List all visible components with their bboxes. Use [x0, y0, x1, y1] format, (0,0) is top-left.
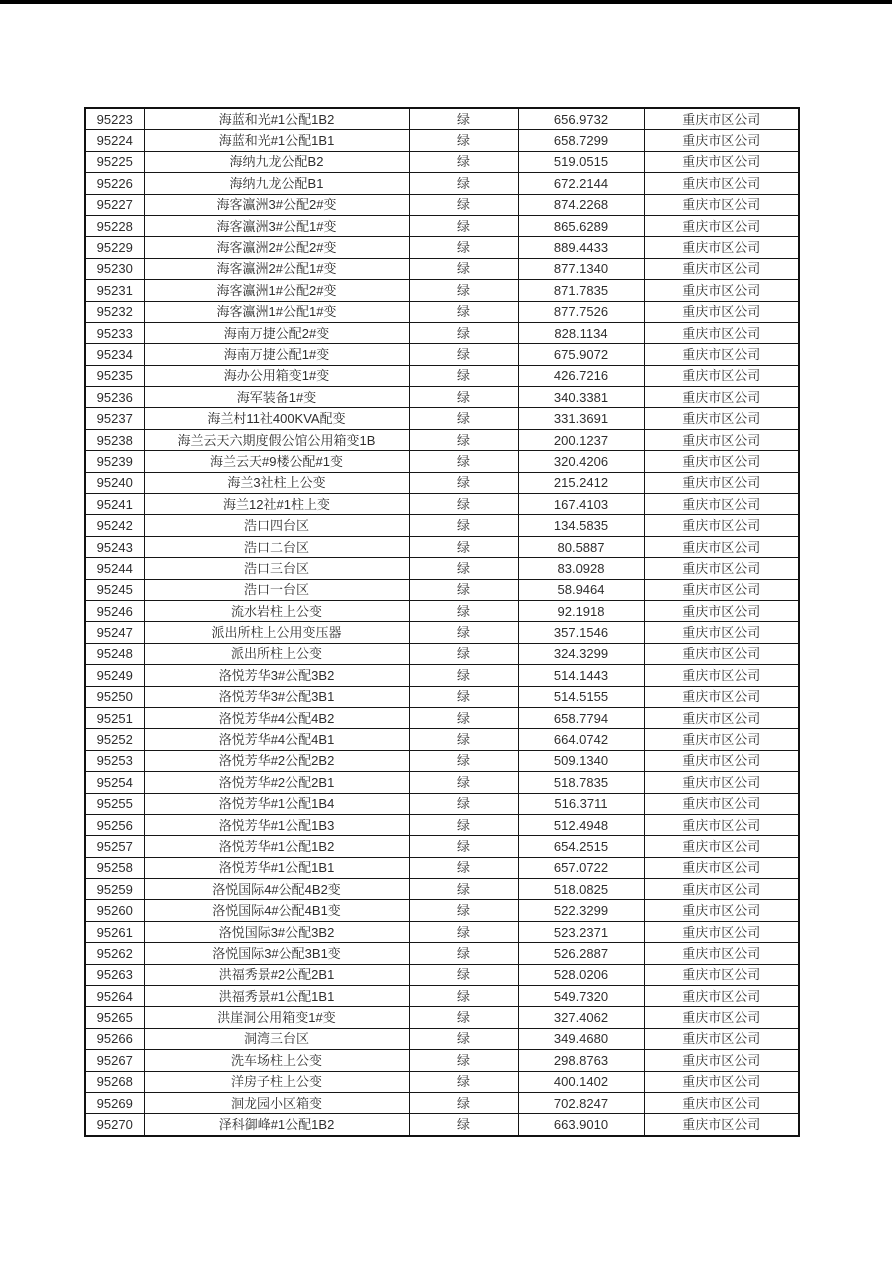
cell-status: 绿 — [409, 750, 518, 771]
cell-id: 95252 — [85, 729, 144, 750]
cell-value: 654.2515 — [518, 836, 644, 857]
table-row — [85, 686, 799, 707]
cell-company: 重庆市区公司 — [644, 921, 799, 942]
cell-id: 95228 — [85, 215, 144, 236]
cell-status: 绿 — [409, 408, 518, 429]
cell-name: 洗车场柱上公变 — [144, 1050, 409, 1071]
cell-name: 洄龙园小区箱变 — [144, 1092, 409, 1113]
cell-name: 海办公用箱变1#变 — [144, 365, 409, 386]
table-row — [85, 408, 799, 429]
cell-name: 海客瀛洲2#公配1#变 — [144, 258, 409, 279]
table-row — [85, 280, 799, 301]
cell-id: 95246 — [85, 600, 144, 621]
cell-status: 绿 — [409, 451, 518, 472]
cell-name: 洛悦国际4#公配4B2变 — [144, 879, 409, 900]
table-row — [85, 729, 799, 750]
cell-status: 绿 — [409, 600, 518, 621]
cell-value: 340.3381 — [518, 387, 644, 408]
cell-name: 浩口四台区 — [144, 515, 409, 536]
cell-company: 重庆市区公司 — [644, 387, 799, 408]
cell-name: 洪福秀景#1公配1B1 — [144, 986, 409, 1007]
cell-value: 518.0825 — [518, 879, 644, 900]
cell-value: 549.7320 — [518, 986, 644, 1007]
cell-status: 绿 — [409, 986, 518, 1007]
cell-id: 95233 — [85, 322, 144, 343]
cell-name: 洋房子柱上公变 — [144, 1071, 409, 1092]
cell-id: 95248 — [85, 643, 144, 664]
cell-value: 702.8247 — [518, 1092, 644, 1113]
cell-name: 派出所柱上公变 — [144, 643, 409, 664]
cell-value: 519.0515 — [518, 151, 644, 172]
cell-id: 95242 — [85, 515, 144, 536]
cell-value: 877.1340 — [518, 258, 644, 279]
cell-company: 重庆市区公司 — [644, 151, 799, 172]
cell-name: 海蓝和光#1公配1B2 — [144, 108, 409, 130]
cell-name: 洛悦国际3#公配3B2 — [144, 921, 409, 942]
cell-value: 357.1546 — [518, 622, 644, 643]
cell-status: 绿 — [409, 793, 518, 814]
table-row — [85, 558, 799, 579]
cell-name: 海南万捷公配1#变 — [144, 344, 409, 365]
cell-id: 95229 — [85, 237, 144, 258]
cell-name: 洛悦芳华3#公配3B2 — [144, 665, 409, 686]
cell-company: 重庆市区公司 — [644, 451, 799, 472]
cell-value: 215.2412 — [518, 472, 644, 493]
cell-id: 95239 — [85, 451, 144, 472]
cell-name: 海蓝和光#1公配1B1 — [144, 130, 409, 151]
table-row — [85, 1050, 799, 1071]
cell-status: 绿 — [409, 707, 518, 728]
cell-id: 95225 — [85, 151, 144, 172]
cell-status: 绿 — [409, 879, 518, 900]
cell-id: 95223 — [85, 108, 144, 130]
cell-status: 绿 — [409, 429, 518, 450]
cell-company: 重庆市区公司 — [644, 964, 799, 985]
cell-value: 658.7794 — [518, 707, 644, 728]
cell-company: 重庆市区公司 — [644, 536, 799, 557]
cell-status: 绿 — [409, 643, 518, 664]
table-row — [85, 921, 799, 942]
cell-name: 洛悦芳华3#公配3B1 — [144, 686, 409, 707]
cell-name: 洛悦芳华#1公配1B3 — [144, 814, 409, 835]
cell-company: 重庆市区公司 — [644, 322, 799, 343]
table-row — [85, 964, 799, 985]
cell-name: 海纳九龙公配B2 — [144, 151, 409, 172]
scan-artifact-top-bar — [0, 0, 892, 4]
cell-id: 95251 — [85, 707, 144, 728]
cell-value: 516.3711 — [518, 793, 644, 814]
cell-id: 95256 — [85, 814, 144, 835]
cell-value: 349.4680 — [518, 1028, 644, 1049]
cell-company: 重庆市区公司 — [644, 986, 799, 1007]
cell-value: 528.0206 — [518, 964, 644, 985]
table-row — [85, 879, 799, 900]
cell-company: 重庆市区公司 — [644, 793, 799, 814]
cell-status: 绿 — [409, 772, 518, 793]
table-row — [85, 750, 799, 771]
table-row — [85, 258, 799, 279]
table-row — [85, 900, 799, 921]
cell-company: 重庆市区公司 — [644, 280, 799, 301]
table-row — [85, 301, 799, 322]
cell-status: 绿 — [409, 622, 518, 643]
table-row — [85, 643, 799, 664]
table-row — [85, 536, 799, 557]
cell-name: 洛悦芳华#4公配4B1 — [144, 729, 409, 750]
table-row — [85, 622, 799, 643]
cell-value: 512.4948 — [518, 814, 644, 835]
cell-status: 绿 — [409, 579, 518, 600]
cell-name: 浩口三台区 — [144, 558, 409, 579]
cell-status: 绿 — [409, 515, 518, 536]
cell-id: 95269 — [85, 1092, 144, 1113]
table-row — [85, 579, 799, 600]
cell-value: 828.1134 — [518, 322, 644, 343]
cell-company: 重庆市区公司 — [644, 1007, 799, 1028]
table-row — [85, 772, 799, 793]
cell-name: 浩口二台区 — [144, 536, 409, 557]
cell-value: 331.3691 — [518, 408, 644, 429]
cell-company: 重庆市区公司 — [644, 194, 799, 215]
cell-name: 海客瀛洲2#公配2#变 — [144, 237, 409, 258]
cell-status: 绿 — [409, 387, 518, 408]
cell-company: 重庆市区公司 — [644, 622, 799, 643]
cell-id: 95230 — [85, 258, 144, 279]
cell-status: 绿 — [409, 494, 518, 515]
table-row — [85, 836, 799, 857]
cell-status: 绿 — [409, 536, 518, 557]
cell-value: 656.9732 — [518, 108, 644, 130]
cell-id: 95237 — [85, 408, 144, 429]
cell-id: 95262 — [85, 943, 144, 964]
cell-status: 绿 — [409, 472, 518, 493]
cell-name: 派出所柱上公用变压器 — [144, 622, 409, 643]
cell-company: 重庆市区公司 — [644, 943, 799, 964]
cell-id: 95254 — [85, 772, 144, 793]
cell-name: 洛悦芳华#2公配2B1 — [144, 772, 409, 793]
cell-status: 绿 — [409, 1007, 518, 1028]
cell-company: 重庆市区公司 — [644, 600, 799, 621]
table-row — [85, 451, 799, 472]
cell-value: 80.5887 — [518, 536, 644, 557]
cell-value: 426.7216 — [518, 365, 644, 386]
cell-value: 167.4103 — [518, 494, 644, 515]
cell-value: 871.7835 — [518, 280, 644, 301]
cell-company: 重庆市区公司 — [644, 643, 799, 664]
cell-company: 重庆市区公司 — [644, 1092, 799, 1113]
cell-status: 绿 — [409, 921, 518, 942]
cell-value: 514.1443 — [518, 665, 644, 686]
cell-value: 664.0742 — [518, 729, 644, 750]
cell-id: 95243 — [85, 536, 144, 557]
cell-company: 重庆市区公司 — [644, 579, 799, 600]
cell-status: 绿 — [409, 237, 518, 258]
table-row — [85, 130, 799, 151]
cell-status: 绿 — [409, 558, 518, 579]
cell-id: 95259 — [85, 879, 144, 900]
table-row — [85, 1071, 799, 1092]
table-row — [85, 707, 799, 728]
cell-id: 95236 — [85, 387, 144, 408]
cell-status: 绿 — [409, 1114, 518, 1136]
cell-id: 95267 — [85, 1050, 144, 1071]
cell-id: 95265 — [85, 1007, 144, 1028]
cell-name: 洛悦芳华#1公配1B1 — [144, 857, 409, 878]
cell-company: 重庆市区公司 — [644, 686, 799, 707]
cell-company: 重庆市区公司 — [644, 1050, 799, 1071]
cell-company: 重庆市区公司 — [644, 301, 799, 322]
cell-name: 海纳九龙公配B1 — [144, 173, 409, 194]
cell-status: 绿 — [409, 943, 518, 964]
cell-value: 200.1237 — [518, 429, 644, 450]
cell-company: 重庆市区公司 — [644, 1114, 799, 1136]
cell-company: 重庆市区公司 — [644, 1071, 799, 1092]
cell-value: 298.8763 — [518, 1050, 644, 1071]
cell-id: 95253 — [85, 750, 144, 771]
table-row — [85, 1007, 799, 1028]
cell-value: 658.7299 — [518, 130, 644, 151]
cell-name: 洛悦芳华#2公配2B2 — [144, 750, 409, 771]
table-row — [85, 194, 799, 215]
cell-status: 绿 — [409, 215, 518, 236]
cell-status: 绿 — [409, 814, 518, 835]
table-row — [85, 151, 799, 172]
cell-value: 92.1918 — [518, 600, 644, 621]
cell-company: 重庆市区公司 — [644, 408, 799, 429]
cell-id: 95231 — [85, 280, 144, 301]
cell-id: 95241 — [85, 494, 144, 515]
cell-id: 95250 — [85, 686, 144, 707]
cell-status: 绿 — [409, 686, 518, 707]
table-row — [85, 814, 799, 835]
cell-company: 重庆市区公司 — [644, 365, 799, 386]
cell-status: 绿 — [409, 1092, 518, 1113]
cell-company: 重庆市区公司 — [644, 879, 799, 900]
cell-name: 海兰村11社400KVA配变 — [144, 408, 409, 429]
cell-value: 514.5155 — [518, 686, 644, 707]
table-row — [85, 173, 799, 194]
cell-status: 绿 — [409, 1050, 518, 1071]
cell-company: 重庆市区公司 — [644, 173, 799, 194]
cell-status: 绿 — [409, 1071, 518, 1092]
cell-id: 95245 — [85, 579, 144, 600]
cell-name: 洛悦国际4#公配4B1变 — [144, 900, 409, 921]
cell-value: 675.9072 — [518, 344, 644, 365]
table-row — [85, 600, 799, 621]
cell-id: 95260 — [85, 900, 144, 921]
cell-status: 绿 — [409, 964, 518, 985]
table-row — [85, 472, 799, 493]
cell-company: 重庆市区公司 — [644, 258, 799, 279]
cell-company: 重庆市区公司 — [644, 1028, 799, 1049]
cell-company: 重庆市区公司 — [644, 814, 799, 835]
cell-id: 95238 — [85, 429, 144, 450]
cell-value: 327.4062 — [518, 1007, 644, 1028]
cell-status: 绿 — [409, 151, 518, 172]
cell-name: 海军装备1#变 — [144, 387, 409, 408]
cell-value: 889.4433 — [518, 237, 644, 258]
cell-name: 海客瀛洲3#公配2#变 — [144, 194, 409, 215]
cell-value: 672.2144 — [518, 173, 644, 194]
cell-value: 134.5835 — [518, 515, 644, 536]
cell-name: 海客瀛洲1#公配1#变 — [144, 301, 409, 322]
cell-status: 绿 — [409, 729, 518, 750]
cell-status: 绿 — [409, 301, 518, 322]
cell-value: 400.1402 — [518, 1071, 644, 1092]
cell-id: 95263 — [85, 964, 144, 985]
table-row — [85, 857, 799, 878]
table-row — [85, 943, 799, 964]
cell-id: 95226 — [85, 173, 144, 194]
cell-value: 320.4206 — [518, 451, 644, 472]
cell-value: 58.9464 — [518, 579, 644, 600]
cell-value: 509.1340 — [518, 750, 644, 771]
station-records-table — [84, 107, 800, 1137]
table-row — [85, 344, 799, 365]
cell-id: 95247 — [85, 622, 144, 643]
cell-status: 绿 — [409, 857, 518, 878]
table-row — [85, 429, 799, 450]
cell-value: 657.0722 — [518, 857, 644, 878]
cell-id: 95244 — [85, 558, 144, 579]
cell-company: 重庆市区公司 — [644, 836, 799, 857]
table-row — [85, 494, 799, 515]
cell-id: 95258 — [85, 857, 144, 878]
cell-company: 重庆市区公司 — [644, 494, 799, 515]
cell-id: 95240 — [85, 472, 144, 493]
cell-status: 绿 — [409, 130, 518, 151]
cell-value: 877.7526 — [518, 301, 644, 322]
cell-status: 绿 — [409, 1028, 518, 1049]
cell-id: 95270 — [85, 1114, 144, 1136]
cell-company: 重庆市区公司 — [644, 857, 799, 878]
cell-company: 重庆市区公司 — [644, 558, 799, 579]
cell-company: 重庆市区公司 — [644, 108, 799, 130]
cell-status: 绿 — [409, 108, 518, 130]
cell-id: 95266 — [85, 1028, 144, 1049]
cell-value: 526.2887 — [518, 943, 644, 964]
cell-name: 洛悦芳华#1公配1B4 — [144, 793, 409, 814]
table-row — [85, 215, 799, 236]
table-row — [85, 793, 799, 814]
cell-name: 海客瀛洲3#公配1#变 — [144, 215, 409, 236]
cell-name: 流水岩柱上公变 — [144, 600, 409, 621]
cell-id: 95257 — [85, 836, 144, 857]
cell-name: 洛悦国际3#公配3B1变 — [144, 943, 409, 964]
cell-name: 洞湾三台区 — [144, 1028, 409, 1049]
cell-company: 重庆市区公司 — [644, 707, 799, 728]
cell-value: 663.9010 — [518, 1114, 644, 1136]
cell-company: 重庆市区公司 — [644, 130, 799, 151]
cell-status: 绿 — [409, 194, 518, 215]
table-row — [85, 986, 799, 1007]
cell-company: 重庆市区公司 — [644, 665, 799, 686]
cell-status: 绿 — [409, 665, 518, 686]
cell-id: 95249 — [85, 665, 144, 686]
table-body — [85, 108, 799, 1136]
cell-status: 绿 — [409, 344, 518, 365]
cell-value: 874.2268 — [518, 194, 644, 215]
table-row — [85, 365, 799, 386]
cell-value: 83.0928 — [518, 558, 644, 579]
cell-company: 重庆市区公司 — [644, 729, 799, 750]
cell-company: 重庆市区公司 — [644, 344, 799, 365]
cell-id: 95224 — [85, 130, 144, 151]
table-row — [85, 1092, 799, 1113]
cell-value: 523.2371 — [518, 921, 644, 942]
table-row — [85, 1114, 799, 1136]
cell-name: 海兰云天#9楼公配#1变 — [144, 451, 409, 472]
cell-status: 绿 — [409, 365, 518, 386]
cell-value: 324.3299 — [518, 643, 644, 664]
cell-name: 海兰云天六期度假公馆公用箱变1B — [144, 429, 409, 450]
table-row — [85, 515, 799, 536]
table-row — [85, 665, 799, 686]
cell-company: 重庆市区公司 — [644, 472, 799, 493]
cell-company: 重庆市区公司 — [644, 237, 799, 258]
cell-name: 海南万捷公配2#变 — [144, 322, 409, 343]
cell-status: 绿 — [409, 173, 518, 194]
table-row — [85, 1028, 799, 1049]
table-row — [85, 387, 799, 408]
cell-name: 海兰3社柱上公变 — [144, 472, 409, 493]
cell-name: 洪崖洞公用箱变1#变 — [144, 1007, 409, 1028]
cell-id: 95235 — [85, 365, 144, 386]
cell-id: 95232 — [85, 301, 144, 322]
cell-value: 518.7835 — [518, 772, 644, 793]
cell-id: 95261 — [85, 921, 144, 942]
cell-id: 95268 — [85, 1071, 144, 1092]
cell-value: 522.3299 — [518, 900, 644, 921]
cell-status: 绿 — [409, 900, 518, 921]
cell-id: 95227 — [85, 194, 144, 215]
cell-status: 绿 — [409, 258, 518, 279]
cell-company: 重庆市区公司 — [644, 515, 799, 536]
cell-name: 洪福秀景#2公配2B1 — [144, 964, 409, 985]
cell-id: 95264 — [85, 986, 144, 1007]
table-row — [85, 108, 799, 130]
cell-name: 洛悦芳华#4公配4B2 — [144, 707, 409, 728]
table-row — [85, 237, 799, 258]
cell-company: 重庆市区公司 — [644, 429, 799, 450]
cell-company: 重庆市区公司 — [644, 900, 799, 921]
cell-company: 重庆市区公司 — [644, 750, 799, 771]
cell-name: 浩口一台区 — [144, 579, 409, 600]
cell-name: 海兰12社#1柱上变 — [144, 494, 409, 515]
cell-status: 绿 — [409, 322, 518, 343]
table-row — [85, 322, 799, 343]
cell-name: 泽科御峰#1公配1B2 — [144, 1114, 409, 1136]
cell-name: 海客瀛洲1#公配2#变 — [144, 280, 409, 301]
cell-status: 绿 — [409, 836, 518, 857]
cell-company: 重庆市区公司 — [644, 215, 799, 236]
cell-name: 洛悦芳华#1公配1B2 — [144, 836, 409, 857]
cell-status: 绿 — [409, 280, 518, 301]
cell-id: 95255 — [85, 793, 144, 814]
cell-value: 865.6289 — [518, 215, 644, 236]
cell-company: 重庆市区公司 — [644, 772, 799, 793]
cell-id: 95234 — [85, 344, 144, 365]
